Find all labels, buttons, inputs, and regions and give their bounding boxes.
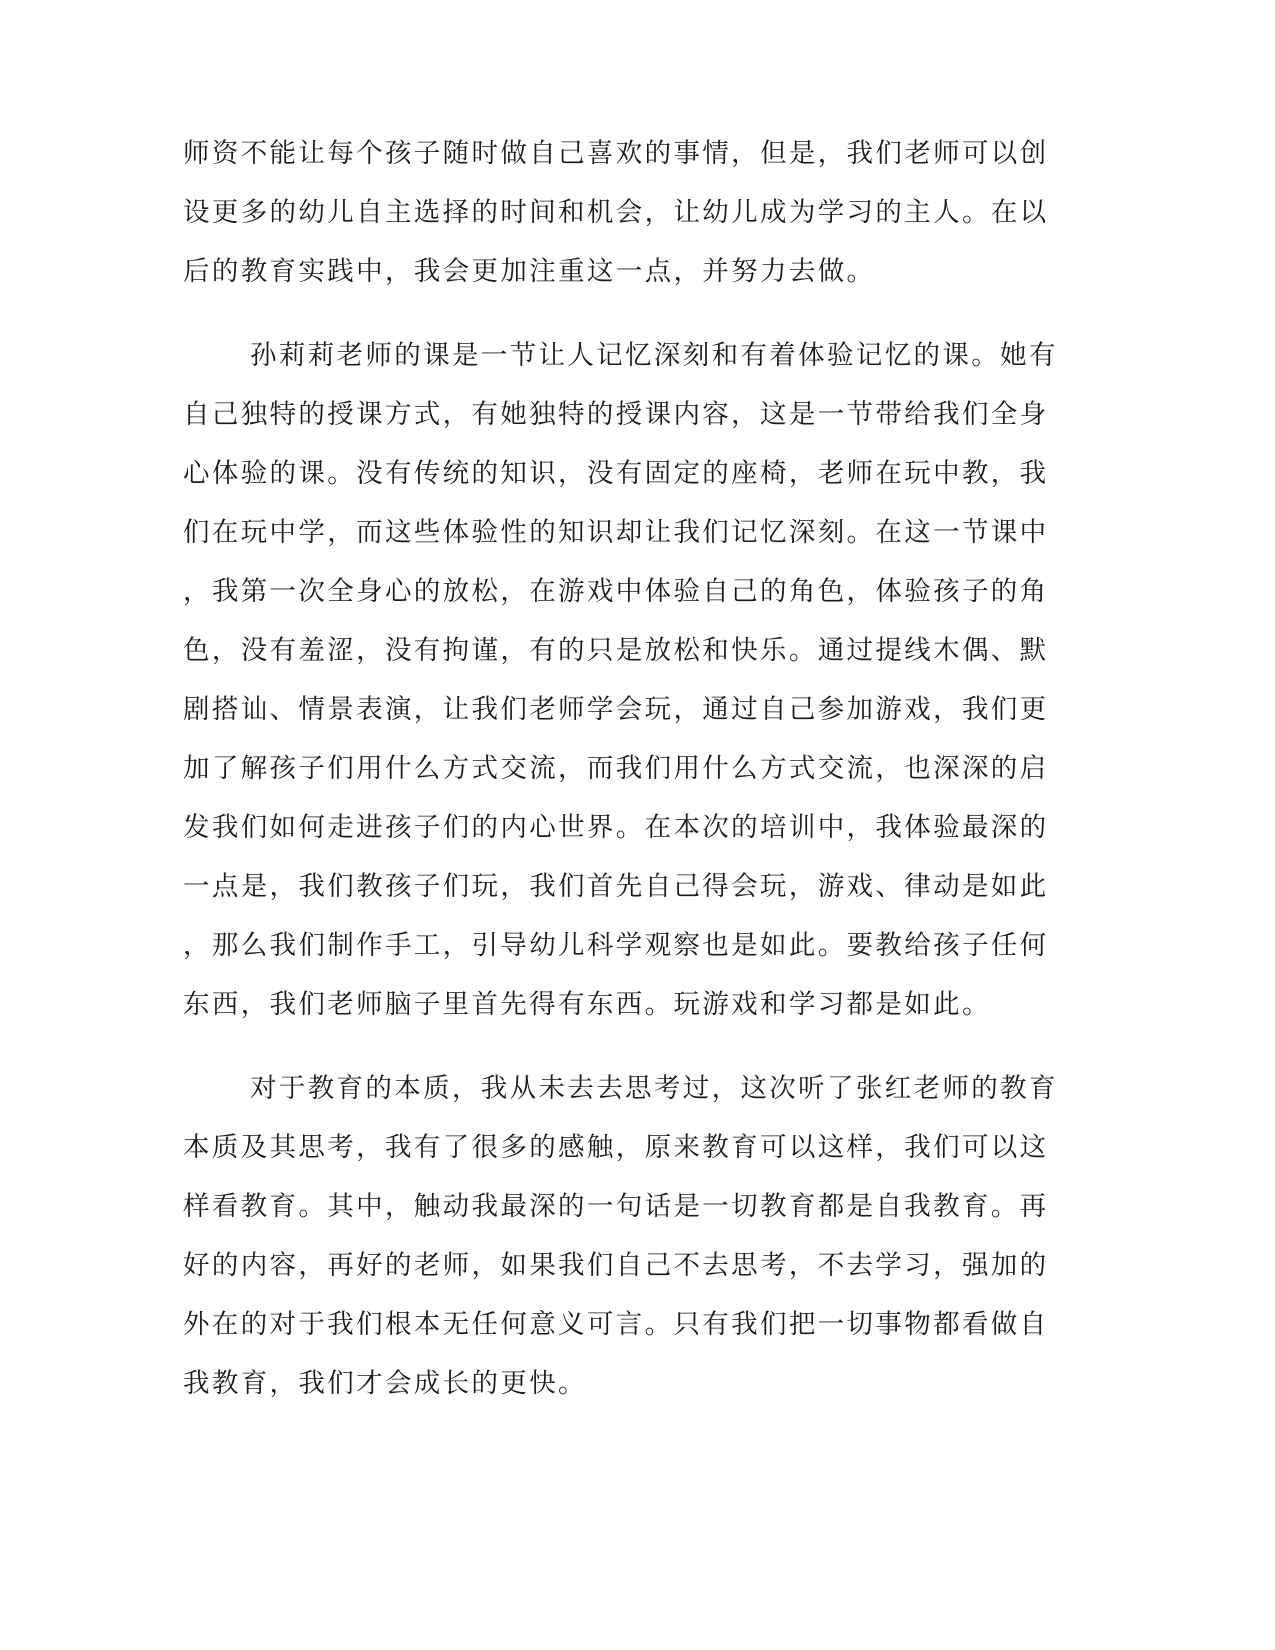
text-line: 东西，我们老师脑子里首先得有东西。玩游戏和学习都是如此。 xyxy=(183,989,991,1020)
text-line: ，我第一次全身心的放松，在游戏中体验自己的角色，体验孩子的角 xyxy=(183,576,1049,607)
text-line: 本质及其思考，我有了很多的感触，原来教育可以这样，我们可以这 xyxy=(183,1132,1049,1163)
paragraph-first-line: 对于教育的本质，我从未去去思考过，这次听了张红老师的教育 xyxy=(250,1073,1058,1104)
text-line: 好的内容，再好的老师，如果我们自己不去思考，不去学习，强加的 xyxy=(183,1250,1049,1281)
text-line: 心体验的课。没有传统的知识，没有固定的座椅，老师在玩中教，我 xyxy=(183,458,1049,489)
text-line: 后的教育实践中，我会更加注重这一点，并努力去做。 xyxy=(183,256,876,287)
text-line: 设更多的幼儿自主选择的时间和机会，让幼儿成为学习的主人。在以 xyxy=(183,197,1049,228)
text-line: 剧搭讪、情景表演，让我们老师学会玩，通过自己参加游戏，我们更 xyxy=(183,694,1049,725)
text-line: 自己独特的授课方式，有她独特的授课内容，这是一节带给我们全身 xyxy=(183,399,1049,430)
paragraph-first-line: 孙莉莉老师的课是一节让人记忆深刻和有着体验记忆的课。她有 xyxy=(250,340,1058,371)
text-line: 样看教育。其中，触动我最深的一句话是一切教育都是自我教育。再 xyxy=(183,1191,1049,1222)
text-line: 外在的对于我们根本无任何意义可言。只有我们把一切事物都看做自 xyxy=(183,1309,1049,1340)
text-line: 师资不能让每个孩子随时做自己喜欢的事情，但是，我们老师可以创 xyxy=(183,138,1049,169)
text-line: 发我们如何走进孩子们的内心世界。在本次的培训中，我体验最深的 xyxy=(183,812,1049,843)
text-line: 我教育，我们才会成长的更快。 xyxy=(183,1368,587,1399)
text-line: 们在玩中学，而这些体验性的知识却让我们记忆深刻。在这一节课中 xyxy=(183,517,1049,548)
text-line: 加了解孩子们用什么方式交流，而我们用什么方式交流，也深深的启 xyxy=(183,753,1049,784)
text-line: ，那么我们制作手工，引导幼儿科学观察也是如此。要教给孩子任何 xyxy=(183,930,1049,961)
text-line: 色，没有羞涩，没有拘谨，有的只是放松和快乐。通过提线木偶、默 xyxy=(183,635,1049,666)
text-line: 一点是，我们教孩子们玩，我们首先自己得会玩，游戏、律动是如此 xyxy=(183,871,1049,902)
